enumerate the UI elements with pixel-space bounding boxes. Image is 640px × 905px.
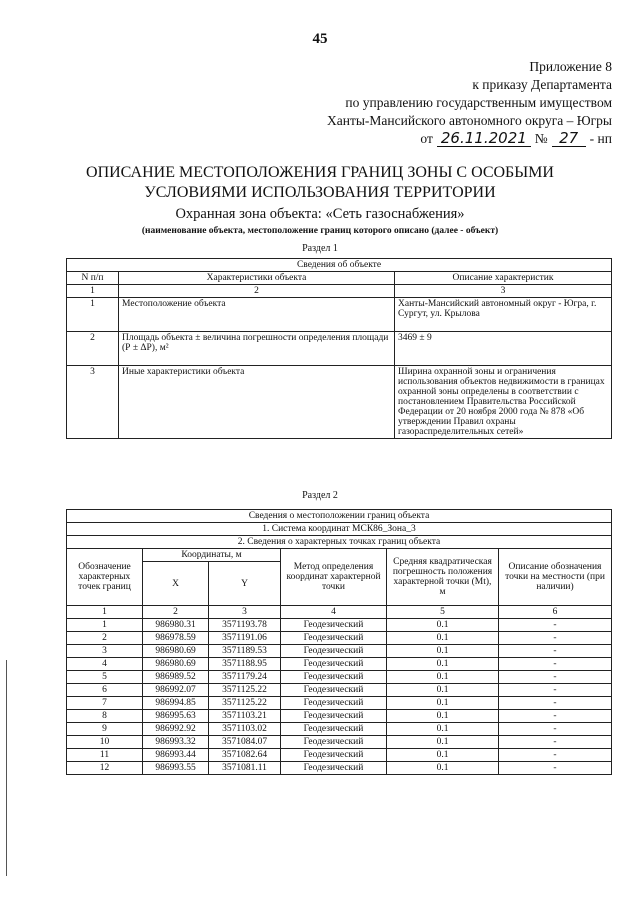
- header-point: Обозначение характерных точек границ: [67, 549, 143, 606]
- row-number: 2: [67, 332, 119, 366]
- coord-y: 3571193.78: [209, 619, 281, 632]
- col-number: 1: [67, 285, 119, 298]
- row-description: Ширина охранной зоны и ограничения использования объектов недвижимости в границах охранной зоны определены в соответствии с постановлением Правительства Российской Федерации от 20 ноября 2000 года № 878 «Об утверждении Правил охраны газораспределительных сетей»: [395, 366, 612, 439]
- appendix-line-2: к приказу Департамента: [472, 77, 612, 92]
- points-body: [67, 619, 612, 775]
- error: 0.1: [387, 697, 499, 710]
- col-number: 6: [499, 606, 612, 619]
- table-row: [67, 762, 612, 775]
- order-date: 26.11.2021: [437, 130, 531, 147]
- col-number: 3: [395, 285, 612, 298]
- method: Геодезический: [281, 723, 387, 736]
- error: 0.1: [387, 645, 499, 658]
- error: 0.1: [387, 736, 499, 749]
- point-desc: -: [499, 736, 612, 749]
- coord-x: 986993.32: [143, 736, 209, 749]
- header-method: Метод определения координат характерной точки: [281, 549, 387, 606]
- point-id: 12: [67, 762, 143, 775]
- point-id: 3: [67, 645, 143, 658]
- coord-x: 986980.31: [143, 619, 209, 632]
- method: Геодезический: [281, 684, 387, 697]
- point-desc: -: [499, 671, 612, 684]
- coord-y: 3571103.21: [209, 710, 281, 723]
- header-y: Y: [209, 562, 281, 606]
- row-characteristic: Местоположение объекта: [119, 298, 395, 332]
- row-description: 3469 ± 9: [395, 332, 612, 366]
- error: 0.1: [387, 723, 499, 736]
- section-2-label: Раздел 2: [302, 490, 338, 501]
- header-characteristic: Характеристики объекта: [119, 272, 395, 285]
- order-date-line: [327, 130, 612, 148]
- order-number: 27: [552, 130, 586, 147]
- appendix-line-4: Ханты-Мансийского автономного округа – Югры: [327, 113, 612, 128]
- header-description: Описание характеристик: [395, 272, 612, 285]
- title-line-1: ОПИСАНИЕ МЕСТОПОЛОЖЕНИЯ ГРАНИЦ ЗОНЫ С ОСОБЫМИ: [86, 164, 554, 181]
- point-desc: -: [499, 684, 612, 697]
- coord-x: 986992.92: [143, 723, 209, 736]
- points-title: 2. Сведения о характерных точках границ объекта: [67, 536, 612, 549]
- document-subtitle: Охранная зона объекта: «Сеть газоснабжения»: [175, 206, 465, 222]
- method: Геодезический: [281, 658, 387, 671]
- coord-x: 986989.52: [143, 671, 209, 684]
- table-row: [67, 723, 612, 736]
- method: Геодезический: [281, 645, 387, 658]
- col-number: 2: [119, 285, 395, 298]
- object-info-table: [66, 258, 612, 439]
- coord-y: 3571191.06: [209, 632, 281, 645]
- point-desc: -: [499, 645, 612, 658]
- point-id: 5: [67, 671, 143, 684]
- header-n: N п/п: [67, 272, 119, 285]
- row-characteristic: Площадь объекта ± величина погрешности определения площади (Р ± ΔР), м²: [119, 332, 395, 366]
- title-line-2: УСЛОВИЯМИ ИСПОЛЬЗОВАНИЯ ТЕРРИТОРИИ: [144, 184, 496, 201]
- coord-system: 1. Система координат МСК86_Зона_3: [67, 523, 612, 536]
- coord-y: 3571103.02: [209, 723, 281, 736]
- scan-margin-line: [6, 660, 7, 876]
- error: 0.1: [387, 710, 499, 723]
- col-number: 5: [387, 606, 499, 619]
- point-desc: -: [499, 723, 612, 736]
- coord-y: 3571125.22: [209, 697, 281, 710]
- point-id: 1: [67, 619, 143, 632]
- coord-y: 3571081.11: [209, 762, 281, 775]
- table-row: [67, 684, 612, 697]
- table-row: [67, 366, 612, 439]
- point-desc: -: [499, 749, 612, 762]
- point-id: 10: [67, 736, 143, 749]
- boundary-points-table: [66, 509, 612, 775]
- method: Геодезический: [281, 619, 387, 632]
- row-characteristic: Иные характеристики объекта: [119, 366, 395, 439]
- method: Геодезический: [281, 671, 387, 684]
- point-id: 9: [67, 723, 143, 736]
- number-sign: №: [534, 131, 548, 146]
- date-prefix: от: [420, 131, 433, 146]
- point-desc: -: [499, 632, 612, 645]
- error: 0.1: [387, 684, 499, 697]
- coord-y: 3571084.07: [209, 736, 281, 749]
- point-desc: -: [499, 619, 612, 632]
- error: 0.1: [387, 749, 499, 762]
- coord-x: 986978.59: [143, 632, 209, 645]
- point-desc: -: [499, 697, 612, 710]
- coord-x: 986994.85: [143, 697, 209, 710]
- coord-x: 986995.63: [143, 710, 209, 723]
- col-number: 1: [67, 606, 143, 619]
- point-id: 4: [67, 658, 143, 671]
- subtitle-note: (наименование объекта, местоположение границ которого описано (далее - объект): [141, 226, 499, 236]
- coord-y: 3571125.22: [209, 684, 281, 697]
- point-id: 6: [67, 684, 143, 697]
- col-number: 4: [281, 606, 387, 619]
- table-row: [67, 697, 612, 710]
- document-title: [0, 163, 640, 203]
- col-number: 3: [209, 606, 281, 619]
- coord-x: 986993.44: [143, 749, 209, 762]
- appendix-line-1: Приложение 8: [529, 59, 612, 74]
- row-number: 3: [67, 366, 119, 439]
- point-id: 7: [67, 697, 143, 710]
- point-desc: -: [499, 658, 612, 671]
- row-description: Ханты-Мансийский автономный округ - Югра, г. Сургут, ул. Крылова: [395, 298, 612, 332]
- method: Геодезический: [281, 697, 387, 710]
- table-row: [67, 658, 612, 671]
- coord-x: 986992.07: [143, 684, 209, 697]
- point-desc: -: [499, 762, 612, 775]
- table-row: [67, 619, 612, 632]
- point-id: 2: [67, 632, 143, 645]
- table-row: [67, 749, 612, 762]
- error: 0.1: [387, 671, 499, 684]
- method: Геодезический: [281, 762, 387, 775]
- table-row: [67, 736, 612, 749]
- point-id: 8: [67, 710, 143, 723]
- header-desc: Описание обозначения точки на местности (при наличии): [499, 549, 612, 606]
- error: 0.1: [387, 658, 499, 671]
- coord-x: 986980.69: [143, 645, 209, 658]
- number-suffix: - нп: [589, 131, 612, 146]
- point-id: 11: [67, 749, 143, 762]
- header-x: X: [143, 562, 209, 606]
- appendix-header: [327, 58, 612, 148]
- error: 0.1: [387, 762, 499, 775]
- method: Геодезический: [281, 736, 387, 749]
- coord-y: 3571188.95: [209, 658, 281, 671]
- coord-y: 3571179.24: [209, 671, 281, 684]
- table-row: [67, 645, 612, 658]
- table-row: [67, 298, 612, 332]
- header-coords: Координаты, м: [143, 549, 281, 562]
- coord-x: 986993.55: [143, 762, 209, 775]
- boundary-table-title: Сведения о местоположении границ объекта: [67, 510, 612, 523]
- object-info-title: Сведения об объекте: [67, 259, 612, 272]
- col-number: 2: [143, 606, 209, 619]
- section-1-label: Раздел 1: [302, 243, 338, 254]
- table-row: [67, 710, 612, 723]
- page-number: 45: [312, 31, 328, 47]
- method: Геодезический: [281, 632, 387, 645]
- coord-x: 986980.69: [143, 658, 209, 671]
- error: 0.1: [387, 632, 499, 645]
- error: 0.1: [387, 619, 499, 632]
- appendix-line-3: по управлению государственным имуществом: [345, 95, 612, 110]
- table-row: [67, 332, 612, 366]
- method: Геодезический: [281, 710, 387, 723]
- point-desc: -: [499, 710, 612, 723]
- method: Геодезический: [281, 749, 387, 762]
- row-number: 1: [67, 298, 119, 332]
- header-error: Средняя квадратическая погрешность положения характерной точки (Mt), м: [387, 549, 499, 606]
- table-row: [67, 632, 612, 645]
- coord-y: 3571082.64: [209, 749, 281, 762]
- table-row: [67, 671, 612, 684]
- coord-y: 3571189.53: [209, 645, 281, 658]
